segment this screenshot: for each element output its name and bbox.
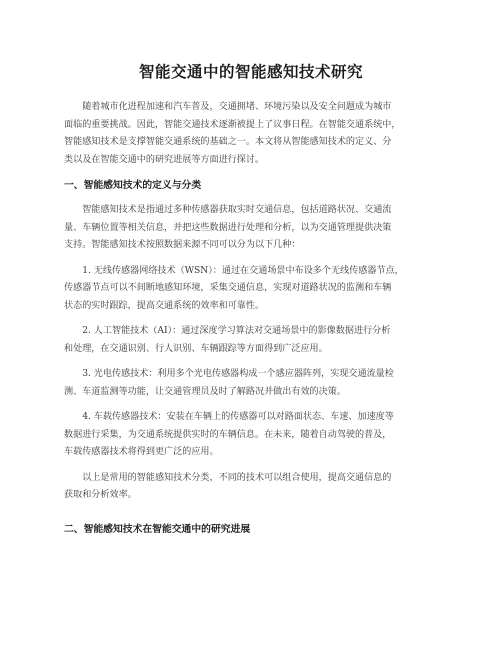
section1-para-line: 支持。智能感知技术按照数据来源不同可以分为以下几种： (64, 240, 301, 250)
list-item-line: 测、车道监测等功能，让交通管理员及时了解路况并做出有效的决策。 (64, 386, 346, 397)
list-item-line: 2. 人工智能技术（AI）：通过深度学习算法对交通场景中的影像数据进行分析 (82, 326, 391, 336)
intro-line: 随着城市化进程加速和汽车普及，交通拥堵、环境污染以及安全问题成为城市 (82, 102, 392, 112)
list-item-line: 1. 无线传感器网络技术（WSN）：通过在交通场景中布设多个无线传感器节点， (82, 265, 404, 276)
list-item-line: 数据进行采集，为交通系统提供实时的车辆信息。在未来，随着自动驾驶的普及， (64, 429, 392, 440)
document-body (64, 99, 438, 538)
section1-para-line: 智能感知技术是指通过多种传感器获取实时交通信息，包括道路状况、交通流 (82, 205, 392, 215)
intro-line: 类以及在智能交通中的研究进展等方面进行探讨。 (64, 154, 265, 165)
summary-line: 获取和分析效率。 (64, 490, 137, 500)
summary-line: 以上是常用的智能感知技术分类，不同的技术可以组合使用，提高交通信息的 (82, 472, 392, 483)
list-item-line: 车载传感器技术将得到更广泛的应用。 (64, 447, 219, 457)
section-heading: 一、智能感知技术的定义与分类 (64, 180, 202, 191)
section-heading: 二、智能感知技术在智能交通中的研究进展 (64, 523, 251, 535)
list-item-line: 传感器节点可以不间断地感知环境，采集交通信息，实现对道路状况的监测和车辆 (64, 283, 392, 293)
intro-line: 面临的重要挑战。因此，智能交通技术逐渐被提上了议事日程。在智能交通系统中， (64, 119, 401, 130)
list-item-line: 4. 车载传感器技术：安装在车辆上的传感器可以对路面状态、车速、加速度等 (82, 412, 394, 422)
list-item-line: 状态的实时跟踪，提高交通系统的效率和可靠性。 (64, 300, 265, 311)
document-title: 智能交通中的智能感知技术研究 (138, 63, 363, 81)
list-item-line: 和处理，在交通识别、行人识别、车辆跟踪等方面得到广泛应用。 (64, 343, 328, 354)
list-item-line: 3. 光电传感技术：利用多个光电传感器构成一个感应器阵列，实现交通流量检 (82, 369, 394, 379)
intro-line: 智能感知技术是支撑智能交通系统的基础之一。本文将从智能感知技术的定义、分 (64, 137, 392, 147)
section1-para-line: 量、车辆位置等相关信息，并把这些数据进行处理和分析，以为交通管理提供决策 (64, 222, 392, 233)
